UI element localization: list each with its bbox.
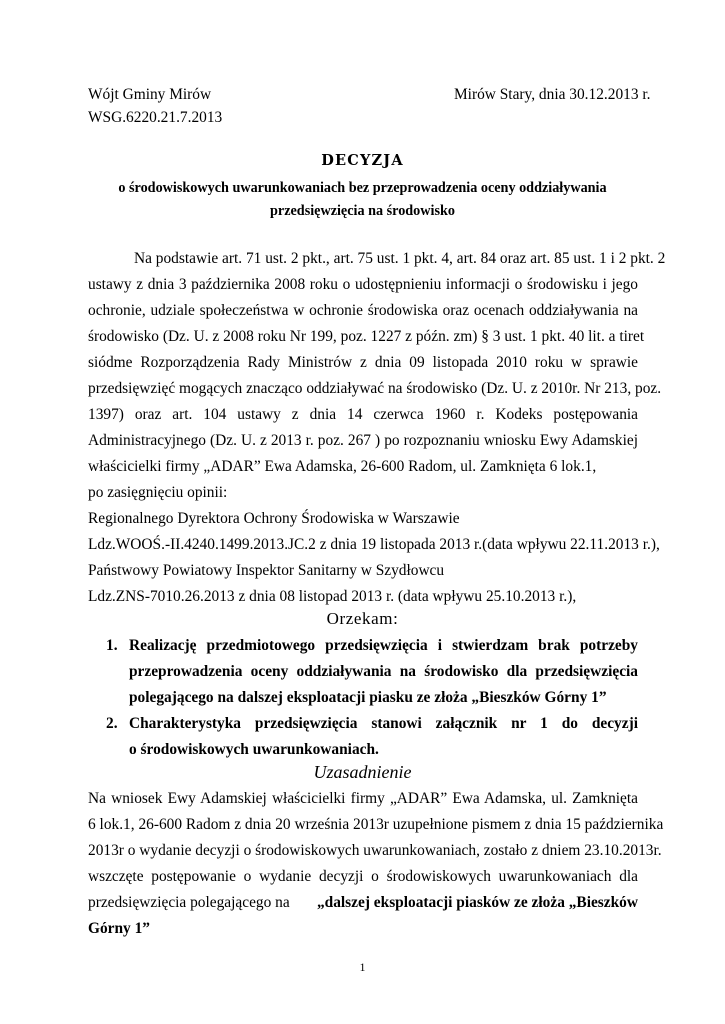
body-line: właścicielki firmy „ADAR” Ewa Adamska, 26-600 Radom, ul. Zamknięta 6 lok.1, [88, 458, 597, 475]
opinions-intro: po zasięgnięciu opinii: [88, 484, 228, 501]
justification-text: przedsięwzięcia polegającego na [88, 894, 290, 911]
decision-item-number: 1. [106, 637, 118, 654]
decision-item-line: przeprowadzenia oceny oddziaływania na środowisko dla przedsięwzięcia [129, 663, 638, 680]
issuer: Wójt Gminy Mirów [88, 86, 212, 103]
justification-project-name: Górny 1” [88, 920, 150, 937]
decision-item-line: Charakterystyka przedsięwzięcia stanowi załącznik nr 1 do decyzji [129, 715, 638, 732]
opinion-authority-2: Państwowy Powiatowy Inspektor Sanitarny w Szydłowcu [88, 562, 445, 579]
justification-line: Na wniosek Ewy Adamskiej właścicielki firmy „ADAR” Ewa Adamska, ul. Zamknięta [88, 790, 638, 807]
decision-item-line: Realizację przedmiotowego przedsięwzięcia i stwierdzam brak potrzeby [129, 637, 638, 654]
decision-heading: Orzekam: [326, 609, 399, 628]
body-line: Administracyjnego (Dz. U. z 2013 r. poz. 267 ) po rozpoznaniu wniosku Ewy Adamskiej [88, 432, 638, 449]
justification-line: wszczęte postępowanie o wydanie decyzji o środowiskowych uwarunkowaniach dla [88, 868, 638, 885]
justification-heading: Uzasadnienie [313, 762, 412, 782]
opinion-reference-1: Ldz.WOOŚ.-II.4240.1499.2013.JC.2 z dnia 19 listopada 2013 r.(data wpływu 22.11.2013 r.), [88, 536, 660, 553]
body-line: przedsięwzięć mogących znacząco oddziaływać na środowisko (Dz. U. z 2010r. Nr 213, poz. [88, 380, 662, 397]
place-date: Mirów Stary, dnia 30.12.2013 r. [454, 86, 651, 103]
justification-line: 2013r o wydanie decyzji o środowiskowych uwarunkowaniach, zostało z dniem 23.10.2013r. [88, 842, 662, 859]
document-title: DECYZJA [321, 152, 404, 169]
justification-line [88, 893, 638, 913]
opinion-authority-1: Regionalnego Dyrektora Ochrony Środowiska w Warszawie [88, 510, 460, 527]
body-line: siódme Rozporządzenia Rady Ministrów z dnia 09 listopada 2010 roku w sprawie [88, 354, 638, 371]
justification-line: 6 lok.1, 26-600 Radom z dnia 20 września 2013r uzupełnione pismem z dnia 15 października [88, 816, 664, 833]
opinion-reference-2: Ldz.ZNS-7010.26.2013 z dnia 08 listopad 2013 r. (data wpływu 25.10.2013 r.), [88, 588, 577, 605]
reference-number: WSG.6220.21.7.2013 [88, 109, 223, 126]
body-line: Na podstawie art. 71 ust. 2 pkt., art. 75 ust. 1 pkt. 4, art. 84 oraz art. 85 ust. 1 i 2 pkt. 2 [134, 250, 666, 267]
document-subtitle-line2: przedsięwzięcia na środowisko [270, 203, 455, 219]
body-line: ustawy z dnia 3 października 2008 roku o udostępnieniu informacji o środowisku i jego [88, 276, 638, 293]
body-line: 1397) oraz art. 104 ustawy z dnia 14 czerwca 1960 r. Kodeks postępowania [88, 406, 638, 423]
decision-item-line: polegającego na dalszej eksploatacji piasku ze złoża „Bieszków Górny 1” [129, 689, 607, 706]
justification-project-name: „dalszej eksploatacji piasków ze złoża „Bieszków [316, 894, 638, 911]
decision-item-line: o środowiskowych uwarunkowaniach. [129, 741, 379, 758]
document-subtitle-line1: o środowiskowych uwarunkowaniach bez przeprowadzenia oceny oddziaływania [118, 180, 607, 196]
decision-item-number: 2. [106, 715, 118, 732]
page-number: 1 [359, 960, 366, 974]
body-line: środowisko (Dz. U. z 2008 roku Nr 199, poz. 1227 z późn. zm) § 3 ust. 1 pkt. 40 lit. a tiret [88, 328, 645, 345]
body-line: ochronie, udziale społeczeństwa w ochronie środowiska oraz ocenach oddziaływania na [88, 302, 638, 319]
